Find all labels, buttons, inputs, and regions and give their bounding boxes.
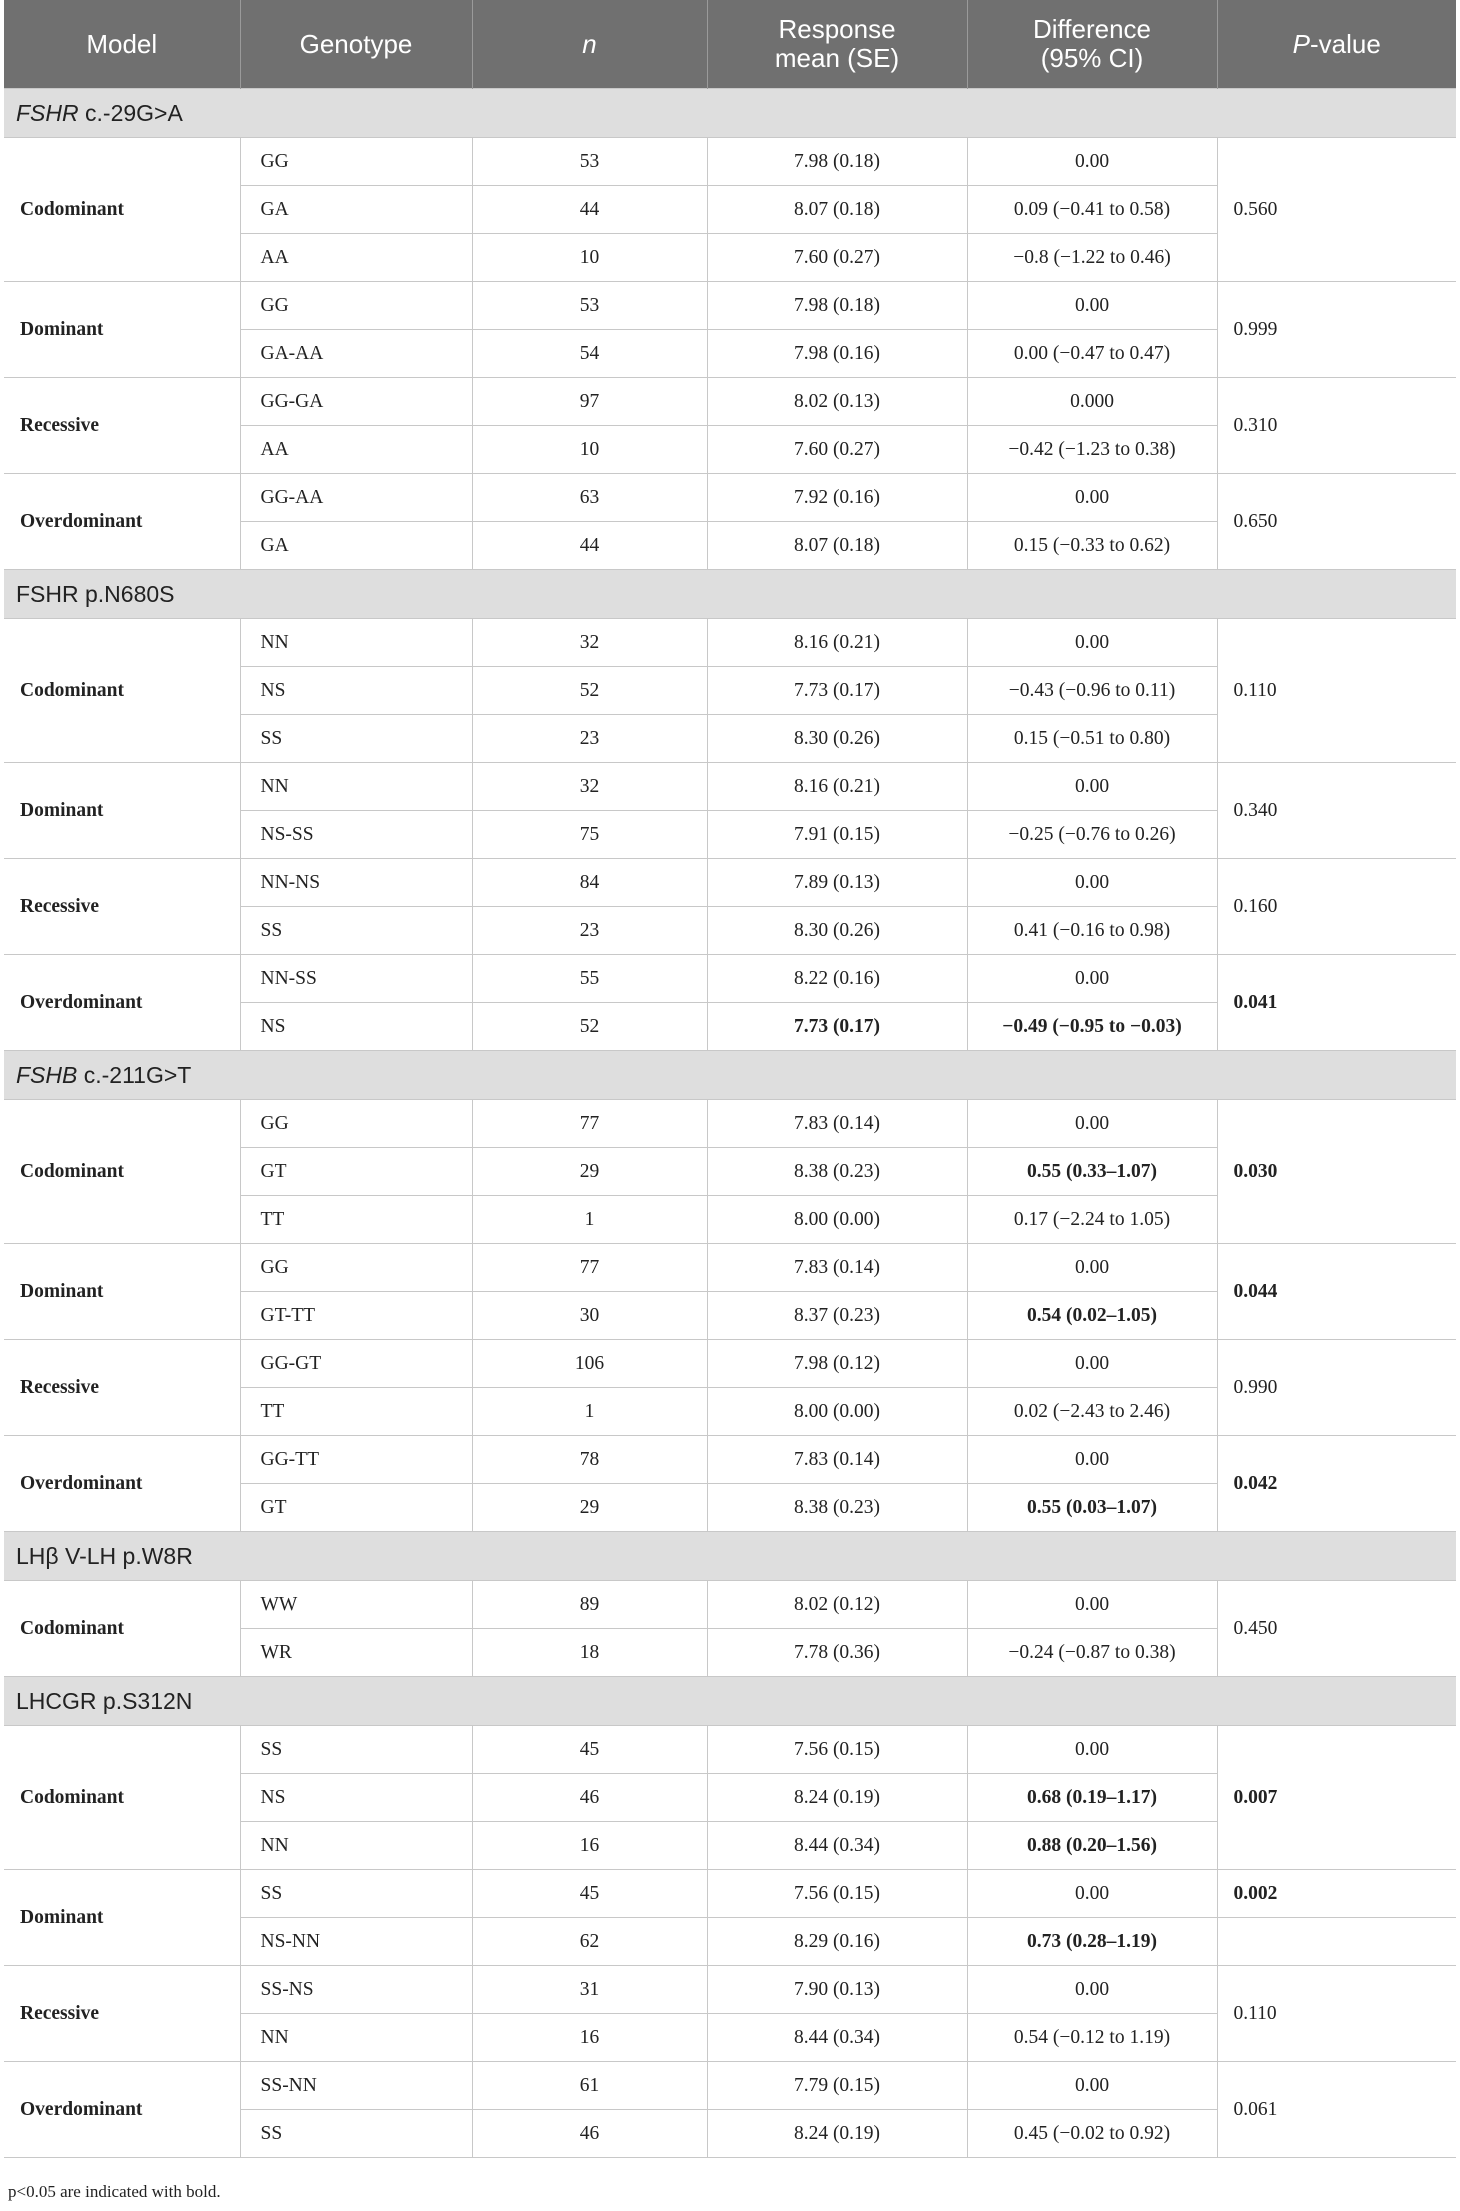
section-gene-name: FSHR — [16, 99, 79, 126]
response-mean-cell: 7.98 (0.18) — [707, 138, 967, 186]
model-cell: Dominant — [4, 763, 240, 859]
header-row — [4, 0, 1456, 89]
n-cell: 44 — [472, 522, 707, 570]
section-title — [4, 1532, 1456, 1581]
genotype-cell: NN — [240, 1822, 472, 1870]
model-cell: Codominant — [4, 1581, 240, 1677]
n-cell: 1 — [472, 1388, 707, 1436]
difference-ci-cell: 0.00 — [967, 1100, 1217, 1148]
genotype-cell: GT — [240, 1148, 472, 1196]
response-mean-cell: 8.24 (0.19) — [707, 1774, 967, 1822]
n-cell: 1 — [472, 1196, 707, 1244]
genotype-cell: TT — [240, 1196, 472, 1244]
section-header-row — [4, 570, 1456, 619]
table-footnote: p<0.05 are indicated with bold. — [8, 2182, 221, 2201]
n-cell: 10 — [472, 426, 707, 474]
n-cell: 46 — [472, 2110, 707, 2158]
genotype-cell: GG — [240, 282, 472, 330]
difference-ci-cell: 0.00 — [967, 1436, 1217, 1484]
pvalue-cell: 0.002 — [1217, 1870, 1456, 1918]
genotype-cell: GA — [240, 186, 472, 234]
genotype-cell: GG-AA — [240, 474, 472, 522]
response-mean-cell: 7.60 (0.27) — [707, 426, 967, 474]
genotype-cell: AA — [240, 234, 472, 282]
genotype-cell: SS — [240, 1870, 472, 1918]
genotype-cell: WR — [240, 1629, 472, 1677]
n-cell: 18 — [472, 1629, 707, 1677]
difference-ci-cell: 0.00 — [967, 474, 1217, 522]
pvalue-cell: 0.310 — [1217, 378, 1456, 474]
results-table-container — [4, 0, 1456, 2158]
n-cell: 63 — [472, 474, 707, 522]
n-cell: 23 — [472, 907, 707, 955]
difference-ci-cell: −0.49 (−0.95 to −0.03) — [967, 1003, 1217, 1051]
response-mean-cell: 8.30 (0.26) — [707, 907, 967, 955]
model-cell: Overdominant — [4, 955, 240, 1051]
pvalue-cell: 0.999 — [1217, 282, 1456, 378]
genotype-association-table — [4, 0, 1456, 2158]
difference-ci-cell: 0.00 — [967, 1726, 1217, 1774]
header-n — [472, 0, 707, 89]
model-cell: Dominant — [4, 1244, 240, 1340]
difference-ci-cell: 0.00 — [967, 1340, 1217, 1388]
pvalue-cell: 0.560 — [1217, 138, 1456, 282]
model-cell: Codominant — [4, 1100, 240, 1244]
table-row — [4, 1581, 1456, 1629]
response-mean-cell: 8.24 (0.19) — [707, 2110, 967, 2158]
table-row — [4, 474, 1456, 522]
difference-ci-cell: 0.00 — [967, 138, 1217, 186]
pvalue-cell: 0.061 — [1217, 2062, 1456, 2158]
n-cell: 53 — [472, 282, 707, 330]
response-mean-cell: 8.38 (0.23) — [707, 1148, 967, 1196]
response-mean-cell: 8.00 (0.00) — [707, 1196, 967, 1244]
n-cell: 97 — [472, 378, 707, 426]
genotype-cell: NS — [240, 1774, 472, 1822]
pvalue-cell: 0.160 — [1217, 859, 1456, 955]
difference-ci-cell: −0.43 (−0.96 to 0.11) — [967, 667, 1217, 715]
difference-ci-cell: 0.00 — [967, 619, 1217, 667]
section-title — [4, 1677, 1456, 1726]
difference-ci-cell: 0.41 (−0.16 to 0.98) — [967, 907, 1217, 955]
response-mean-cell: 7.56 (0.15) — [707, 1726, 967, 1774]
genotype-cell: GG — [240, 138, 472, 186]
response-mean-cell: 7.73 (0.17) — [707, 1003, 967, 1051]
response-mean-cell: 7.98 (0.16) — [707, 330, 967, 378]
difference-ci-cell: −0.25 (−0.76 to 0.26) — [967, 811, 1217, 859]
difference-ci-cell: 0.00 — [967, 1966, 1217, 2014]
response-mean-cell: 8.37 (0.23) — [707, 1292, 967, 1340]
table-header — [4, 0, 1456, 89]
pvalue-cell: 0.110 — [1217, 619, 1456, 763]
pvalue-cell: 0.450 — [1217, 1581, 1456, 1677]
n-cell: 78 — [472, 1436, 707, 1484]
pvalue-cell: 0.044 — [1217, 1244, 1456, 1340]
header-response-line1: Response — [778, 14, 896, 44]
genotype-cell: NN — [240, 763, 472, 811]
section-header-row — [4, 1051, 1456, 1100]
n-cell: 32 — [472, 619, 707, 667]
difference-ci-cell: 0.00 — [967, 1244, 1217, 1292]
model-cell: Overdominant — [4, 1436, 240, 1532]
difference-ci-cell: 0.73 (0.28–1.19) — [967, 1918, 1217, 1966]
difference-ci-cell: 0.54 (0.02–1.05) — [967, 1292, 1217, 1340]
n-cell: 77 — [472, 1244, 707, 1292]
genotype-cell: NN-NS — [240, 859, 472, 907]
response-mean-cell: 7.56 (0.15) — [707, 1870, 967, 1918]
difference-ci-cell: 0.000 — [967, 378, 1217, 426]
response-mean-cell: 7.83 (0.14) — [707, 1436, 967, 1484]
n-cell: 45 — [472, 1726, 707, 1774]
header-pvalue — [1217, 0, 1456, 89]
section-variant-name: c.-29G>A — [78, 99, 183, 126]
table-row — [4, 138, 1456, 186]
difference-ci-cell: 0.54 (−0.12 to 1.19) — [967, 2014, 1217, 2062]
n-cell: 32 — [472, 763, 707, 811]
section-variant-name: FSHR p.N680S — [16, 580, 175, 607]
n-cell: 52 — [472, 667, 707, 715]
n-cell: 10 — [472, 234, 707, 282]
model-cell: Codominant — [4, 1726, 240, 1870]
n-cell: 30 — [472, 1292, 707, 1340]
table-row — [4, 955, 1456, 1003]
header-model: Model — [4, 0, 240, 89]
pvalue-cell — [1217, 1918, 1456, 1966]
genotype-cell: SS-NS — [240, 1966, 472, 2014]
table-row — [4, 282, 1456, 330]
n-cell: 29 — [472, 1148, 707, 1196]
n-cell: 46 — [472, 1774, 707, 1822]
response-mean-cell: 7.79 (0.15) — [707, 2062, 967, 2110]
header-genotype: Genotype — [240, 0, 472, 89]
difference-ci-cell: 0.15 (−0.51 to 0.80) — [967, 715, 1217, 763]
model-cell: Dominant — [4, 282, 240, 378]
difference-ci-cell: −0.42 (−1.23 to 0.38) — [967, 426, 1217, 474]
header-response — [707, 0, 967, 89]
header-response-line2: mean (SE) — [774, 43, 900, 73]
difference-ci-cell: 0.00 — [967, 282, 1217, 330]
table-row — [4, 1966, 1456, 2014]
pvalue-cell: 0.042 — [1217, 1436, 1456, 1532]
response-mean-cell: 8.22 (0.16) — [707, 955, 967, 1003]
pvalue-cell: 0.340 — [1217, 763, 1456, 859]
response-mean-cell: 8.07 (0.18) — [707, 186, 967, 234]
pvalue-cell: 0.650 — [1217, 474, 1456, 570]
genotype-cell: SS — [240, 2110, 472, 2158]
table-row — [4, 763, 1456, 811]
genotype-cell: NN-SS — [240, 955, 472, 1003]
difference-ci-cell: 0.00 — [967, 2062, 1217, 2110]
response-mean-cell: 7.73 (0.17) — [707, 667, 967, 715]
difference-ci-cell: 0.15 (−0.33 to 0.62) — [967, 522, 1217, 570]
response-mean-cell: 8.07 (0.18) — [707, 522, 967, 570]
n-cell: 53 — [472, 138, 707, 186]
genotype-cell: NS-SS — [240, 811, 472, 859]
difference-ci-cell: 0.45 (−0.02 to 0.92) — [967, 2110, 1217, 2158]
genotype-cell: GA — [240, 522, 472, 570]
pvalue-cell: 0.030 — [1217, 1100, 1456, 1244]
genotype-cell: GG-GA — [240, 378, 472, 426]
pvalue-cell: 0.041 — [1217, 955, 1456, 1051]
genotype-cell: NN — [240, 619, 472, 667]
genotype-cell: NS — [240, 667, 472, 715]
n-cell: 31 — [472, 1966, 707, 2014]
model-cell: Overdominant — [4, 474, 240, 570]
difference-ci-cell: −0.24 (−0.87 to 0.38) — [967, 1629, 1217, 1677]
header-difference — [967, 0, 1217, 89]
pvalue-cell: 0.990 — [1217, 1340, 1456, 1436]
model-cell: Dominant — [4, 1870, 240, 1966]
difference-ci-cell: 0.09 (−0.41 to 0.58) — [967, 186, 1217, 234]
n-cell: 84 — [472, 859, 707, 907]
genotype-cell: SS — [240, 1726, 472, 1774]
genotype-cell: SS — [240, 907, 472, 955]
section-header-row — [4, 89, 1456, 138]
genotype-cell: GG-TT — [240, 1436, 472, 1484]
model-cell: Recessive — [4, 1966, 240, 2062]
table-row — [4, 1100, 1456, 1148]
table-body — [4, 89, 1456, 2158]
genotype-cell: GT — [240, 1484, 472, 1532]
response-mean-cell: 7.60 (0.27) — [707, 234, 967, 282]
header-n-label: n — [582, 28, 597, 59]
header-pvalue-p: P — [1292, 28, 1310, 59]
table-row — [4, 1436, 1456, 1484]
genotype-cell: GG — [240, 1100, 472, 1148]
difference-ci-cell: 0.02 (−2.43 to 2.46) — [967, 1388, 1217, 1436]
response-mean-cell: 7.98 (0.12) — [707, 1340, 967, 1388]
difference-ci-cell: 0.00 — [967, 859, 1217, 907]
n-cell: 44 — [472, 186, 707, 234]
section-title — [4, 1051, 1456, 1100]
response-mean-cell: 7.92 (0.16) — [707, 474, 967, 522]
difference-ci-cell: 0.00 — [967, 763, 1217, 811]
response-mean-cell: 7.78 (0.36) — [707, 1629, 967, 1677]
genotype-cell: NS — [240, 1003, 472, 1051]
response-mean-cell: 7.91 (0.15) — [707, 811, 967, 859]
table-row — [4, 2062, 1456, 2110]
n-cell: 77 — [472, 1100, 707, 1148]
difference-ci-cell: 0.00 (−0.47 to 0.47) — [967, 330, 1217, 378]
response-mean-cell: 8.16 (0.21) — [707, 619, 967, 667]
header-difference-line1: Difference — [1032, 14, 1152, 44]
n-cell: 29 — [472, 1484, 707, 1532]
genotype-cell: GT-TT — [240, 1292, 472, 1340]
header-difference-line2: (95% CI) — [1040, 43, 1144, 73]
difference-ci-cell: 0.00 — [967, 955, 1217, 1003]
section-title — [4, 89, 1456, 138]
genotype-cell: GG-GT — [240, 1340, 472, 1388]
response-mean-cell: 8.02 (0.13) — [707, 378, 967, 426]
table-row — [4, 619, 1456, 667]
pvalue-cell: 0.110 — [1217, 1966, 1456, 2062]
genotype-cell: GG — [240, 1244, 472, 1292]
difference-ci-cell: 0.68 (0.19–1.17) — [967, 1774, 1217, 1822]
table-row — [4, 1340, 1456, 1388]
n-cell: 23 — [472, 715, 707, 763]
difference-ci-cell: 0.55 (0.33–1.07) — [967, 1148, 1217, 1196]
table-row — [4, 1244, 1456, 1292]
response-mean-cell: 8.30 (0.26) — [707, 715, 967, 763]
section-gene-name: FSHB — [16, 1061, 78, 1088]
response-mean-cell: 8.16 (0.21) — [707, 763, 967, 811]
section-variant-name: c.-211G>T — [77, 1061, 192, 1088]
model-cell: Recessive — [4, 859, 240, 955]
n-cell: 62 — [472, 1918, 707, 1966]
difference-ci-cell: 0.00 — [967, 1581, 1217, 1629]
difference-ci-cell: −0.8 (−1.22 to 0.46) — [967, 234, 1217, 282]
genotype-cell: NS-NN — [240, 1918, 472, 1966]
n-cell: 89 — [472, 1581, 707, 1629]
response-mean-cell: 7.89 (0.13) — [707, 859, 967, 907]
genotype-cell: SS — [240, 715, 472, 763]
n-cell: 106 — [472, 1340, 707, 1388]
section-variant-name: LHβ V-LH p.W8R — [16, 1542, 193, 1569]
section-header-row — [4, 1532, 1456, 1581]
n-cell: 16 — [472, 1822, 707, 1870]
model-cell: Codominant — [4, 619, 240, 763]
n-cell: 52 — [472, 1003, 707, 1051]
table-row — [4, 378, 1456, 426]
genotype-cell: WW — [240, 1581, 472, 1629]
n-cell: 16 — [472, 2014, 707, 2062]
model-cell: Overdominant — [4, 2062, 240, 2158]
genotype-cell: TT — [240, 1388, 472, 1436]
model-cell: Recessive — [4, 378, 240, 474]
difference-ci-cell: 0.17 (−2.24 to 1.05) — [967, 1196, 1217, 1244]
difference-ci-cell: 0.88 (0.20–1.56) — [967, 1822, 1217, 1870]
pvalue-cell: 0.007 — [1217, 1726, 1456, 1870]
response-mean-cell: 8.29 (0.16) — [707, 1918, 967, 1966]
response-mean-cell: 8.02 (0.12) — [707, 1581, 967, 1629]
response-mean-cell: 7.83 (0.14) — [707, 1100, 967, 1148]
section-title — [4, 570, 1456, 619]
table-row — [4, 1726, 1456, 1774]
table-row — [4, 1870, 1456, 1918]
table-row — [4, 859, 1456, 907]
section-header-row — [4, 1677, 1456, 1726]
model-cell: Codominant — [4, 138, 240, 282]
response-mean-cell: 8.44 (0.34) — [707, 1822, 967, 1870]
difference-ci-cell: 0.55 (0.03–1.07) — [967, 1484, 1217, 1532]
n-cell: 61 — [472, 2062, 707, 2110]
genotype-cell: AA — [240, 426, 472, 474]
n-cell: 45 — [472, 1870, 707, 1918]
difference-ci-cell: 0.00 — [967, 1870, 1217, 1918]
response-mean-cell: 8.00 (0.00) — [707, 1388, 967, 1436]
genotype-cell: NN — [240, 2014, 472, 2062]
response-mean-cell: 8.44 (0.34) — [707, 2014, 967, 2062]
header-pvalue-rest: -value — [1310, 28, 1381, 59]
n-cell: 54 — [472, 330, 707, 378]
response-mean-cell: 7.98 (0.18) — [707, 282, 967, 330]
section-variant-name: LHCGR p.S312N — [16, 1687, 193, 1714]
model-cell: Recessive — [4, 1340, 240, 1436]
response-mean-cell: 8.38 (0.23) — [707, 1484, 967, 1532]
response-mean-cell: 7.83 (0.14) — [707, 1244, 967, 1292]
genotype-cell: SS-NN — [240, 2062, 472, 2110]
n-cell: 55 — [472, 955, 707, 1003]
genotype-cell: GA-AA — [240, 330, 472, 378]
response-mean-cell: 7.90 (0.13) — [707, 1966, 967, 2014]
n-cell: 75 — [472, 811, 707, 859]
